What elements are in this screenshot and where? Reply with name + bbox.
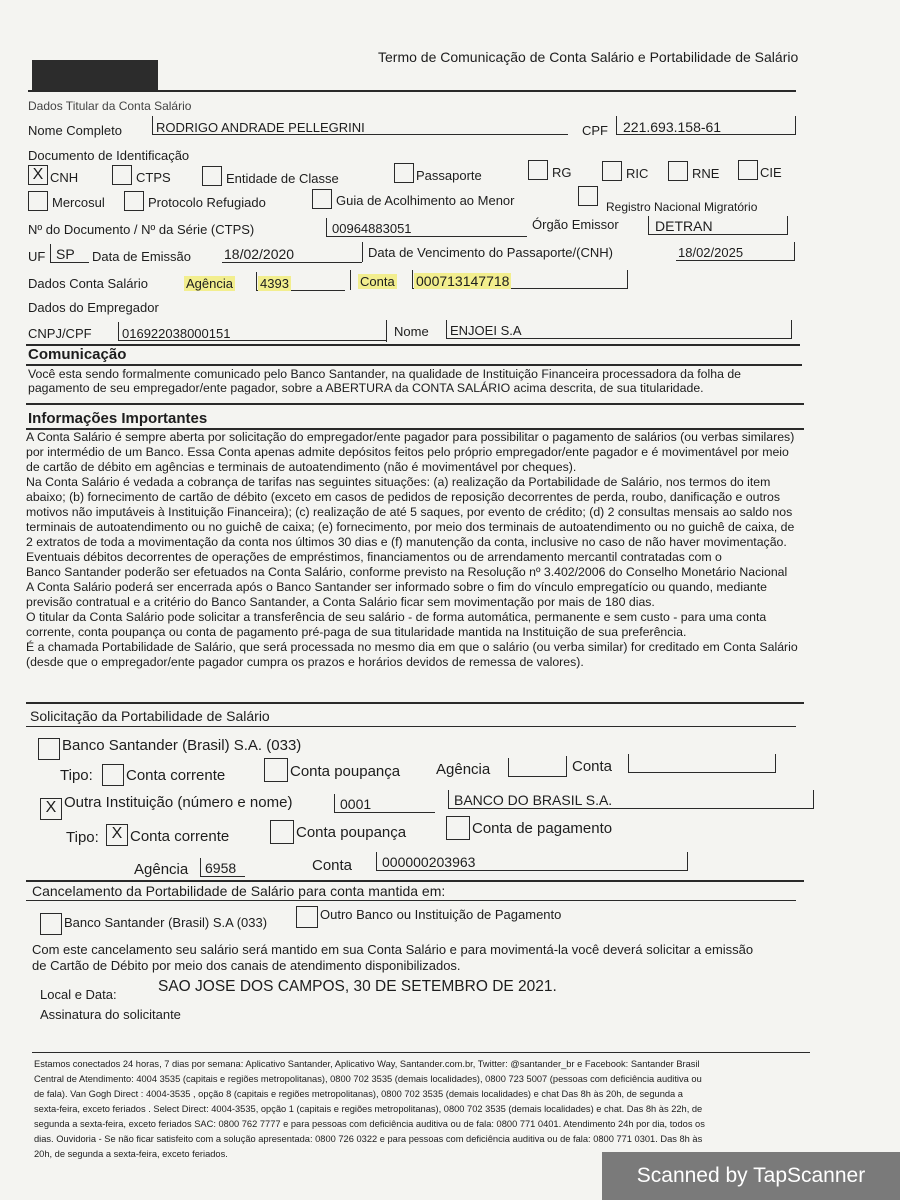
santander-checkbox[interactable]: [38, 738, 60, 760]
santander-agencia-field[interactable]: [508, 758, 567, 777]
doc-id-label: Documento de Identificação: [28, 148, 190, 163]
rg-checkbox[interactable]: [528, 160, 548, 180]
mercosul-label: Mercosul: [52, 195, 105, 210]
info-line-8: 2 extratos de toda a movimentação da conta nos últimos 30 dias e (f) manutenção da conta, inclusive no caso de não haver movimentação.: [26, 535, 787, 549]
emissao-value: 18/02/2020: [224, 246, 295, 262]
passaporte-label: Passaporte: [416, 168, 482, 183]
agencia-value: 4393: [260, 276, 289, 291]
num-doc-value: 00964883051: [332, 221, 412, 236]
cpf-value: 221.693.158-61: [623, 119, 722, 135]
num-doc-label: Nº do Documento / Nº da Série (CTPS): [28, 222, 255, 237]
rne-checkbox[interactable]: [668, 161, 688, 181]
portabilidade-end-rule: [26, 880, 804, 882]
empregador-rule: [26, 344, 800, 346]
santander-agencia-label: Agência: [436, 761, 491, 778]
nome-label: Nome Completo: [28, 123, 122, 138]
info-line-13: O titular da Conta Salário pode solicitar a transferência de seu salário - de forma automática, permanente e sem custo - para uma conta: [26, 610, 767, 624]
empregador-nome-label: Nome: [394, 324, 429, 339]
conta-divider: [350, 270, 351, 290]
footer-line-5: segunda a sexta-feira, exceto feriados SAC: 0800 762 7777 e para pessoas com deficiência auditiva ou de fala: 0800 771 0401. Atendimento 24h por dia, todos os: [34, 1119, 705, 1129]
empregador-label: Dados do Empregador: [28, 300, 159, 315]
orgao-label: Órgão Emissor: [532, 217, 619, 232]
info-line-12: previsão contratual e a critério do Banco Santander, a Conta Salário ficar sem movimentação por mais de 180 dias.: [26, 595, 655, 609]
cnh-label: CNH: [50, 170, 79, 185]
informacoes-heading: Informações Importantes: [28, 410, 208, 427]
cancelamento-rule: [26, 900, 796, 901]
cancel-santander-label: Banco Santander (Brasil) S.A (033): [64, 915, 268, 930]
titular-section-label: Dados Titular da Conta Salário: [28, 99, 192, 113]
agencia-label: Agência: [186, 276, 233, 291]
outra-conta-corrente-label: Conta corrente: [130, 828, 230, 845]
vencimento-value: 18/02/2025: [678, 245, 744, 260]
conta-value: 000713147718: [416, 273, 510, 289]
refugiado-label: Protocolo Refugiado: [148, 195, 266, 210]
info-line-6: motivos não imputáveis à Instituição Financeira); (c) realização de até 5 saques, por evento de crédito; (d) 2 consultas mensais ao saldo nos: [26, 505, 793, 519]
outra-conta-poupanca-label: Conta poupança: [296, 824, 407, 841]
ric-label: RIC: [626, 166, 649, 181]
santander-conta-corrente-label: Conta corrente: [126, 767, 226, 784]
cnpj-label: CNPJ/CPF: [28, 326, 92, 341]
nome-value: RODRIGO ANDRADE PELLEGRINI: [156, 120, 365, 135]
outra-conta-corrente-checkbox[interactable]: X: [106, 824, 128, 846]
local-label: Local e Data:: [40, 987, 117, 1002]
comunicacao-heading: Comunicação: [28, 346, 127, 363]
cancel-outro-checkbox[interactable]: [296, 906, 318, 928]
outra-conta-poupanca-checkbox[interactable]: [270, 820, 294, 844]
info-line-14: corrente, conta poupança ou conta de pagamento pré-paga de sua titularidade mantida na Instituição de sua preferência.: [26, 625, 687, 639]
santander-tipo-label: Tipo:: [60, 767, 93, 784]
vencimento-label: Data de Vencimento do Passaporte/(CNH): [368, 245, 613, 260]
comunicacao-line-2: pagamento de seu empregador/ente pagador, sobre a ABERTURA da CONTA SALÁRIO acima descrita, de sua titularidade.: [28, 381, 704, 395]
santander-label: Banco Santander (Brasil) S.A. (033): [62, 737, 302, 754]
cancel-note-line-2: de Cartão de Débito por meio dos canais de atendimento disponibilizados.: [32, 958, 461, 973]
ctps-label: CTPS: [136, 170, 171, 185]
comunicacao-line-1: Você esta sendo formalmente comunicado pelo Banco Santander, na qualidade de Instituição Financeira processadora da folha de: [28, 367, 742, 381]
info-line-9: Eventuais débitos decorrentes de operações de empréstimos, financiamentos ou de arrendamento mercantil contratadas com o: [26, 550, 722, 564]
ctps-checkbox[interactable]: [112, 165, 132, 185]
footer-line-1: Estamos conectados 24 horas, 7 dias por semana: Aplicativo Santander, Aplicativo Way, Santander.com.br, Twitter: @santander_br e Facebook: Santander Brasil: [34, 1059, 700, 1069]
outra-nome-value: BANCO DO BRASIL S.A.: [454, 792, 613, 808]
info-line-5: abaixo; (b) fornecimento de cartão de débito (exceto em casos de pedidos de reposição decorrentes de perda, roubo, danificação e outros: [26, 490, 780, 504]
footer-line-2: Central de Atendimento: 4004 3535 (capitais e regiões metropolitanas), 0800 702 3535 (demais localidades), 0800 723 5007 (pessoas com deficiência auditiva ou: [34, 1074, 702, 1084]
cancel-santander-checkbox[interactable]: [40, 913, 62, 935]
comunicacao-end-rule: [26, 403, 804, 405]
footer-line-7: 20h, de segunda a sexta-feira, exceto feriados.: [34, 1149, 228, 1159]
conta-label: Conta: [360, 274, 395, 289]
informacoes-end-rule: [26, 702, 804, 704]
santander-conta-corrente-checkbox[interactable]: [102, 764, 124, 786]
orgao-value: DETRAN: [655, 218, 713, 234]
assinatura-label: Assinatura do solicitante: [40, 1007, 181, 1022]
info-line-3: de cartão de débito em agências e terminais de autoatendimento (não é movimentável por cheques).: [26, 460, 577, 474]
outra-instituicao-label: Outra Instituição (número e nome): [64, 794, 293, 811]
outra-conta-pagamento-label: Conta de pagamento: [472, 820, 613, 837]
cnh-checkbox[interactable]: X: [28, 165, 48, 185]
empregador-divider: [386, 320, 387, 342]
cnpj-value: 016922038000151: [122, 326, 231, 341]
cancel-note-line-1: Com este cancelamento seu salário será mantido em sua Conta Salário e para movimentá-la você deverá solicitar a emissão: [32, 942, 754, 957]
info-line-11: A Conta Salário poderá ser encerrada após o Banco Santander ser informado sobre o fim do vínculo empregatício ou quando, mediante: [26, 580, 768, 594]
rg-label: RG: [552, 165, 572, 180]
info-line-2: por intermédio de um Banco. Essa Conta apenas admite depósitos feitos pelo próprio empregador/ente pagador e é movimentável por meio: [26, 445, 789, 459]
entidade-checkbox[interactable]: [202, 166, 222, 186]
cpf-label: CPF: [582, 123, 608, 138]
guia-checkbox[interactable]: [312, 189, 332, 209]
cie-checkbox[interactable]: [738, 160, 758, 180]
refugiado-checkbox[interactable]: [124, 191, 144, 211]
emissao-label: Data de Emissão: [92, 249, 191, 264]
comunicacao-rule: [26, 364, 802, 366]
outra-conta-label: Conta: [312, 857, 353, 874]
passaporte-checkbox[interactable]: [394, 163, 414, 183]
empregador-nome-value: ENJOEI S.A: [450, 323, 522, 338]
info-line-4: Na Conta Salário é vedada a cobrança de tarifas nas seguintes situações: (a) realização da Portabilidade de Salário, nos termos do item: [26, 475, 771, 489]
uf-value: SP: [56, 246, 75, 262]
footer-rule: [32, 1052, 810, 1053]
footer-line-4: sexta-feira, exceto feriados . Select Direct: 4004-3535, opção 1 (capitais e regiões metropolitanas), 0800 702 3535 (demais localidades) e chat. Das 8h às 22h, de: [34, 1104, 703, 1114]
header-divider: [28, 90, 796, 92]
outra-agencia-label: Agência: [134, 861, 189, 878]
ric-checkbox[interactable]: [602, 161, 622, 181]
outra-conta-pagamento-checkbox[interactable]: [446, 816, 470, 840]
guia-label: Guia de Acolhimento ao Menor: [336, 193, 515, 208]
rne-label: RNE: [692, 166, 720, 181]
outra-instituicao-checkbox[interactable]: X: [40, 798, 62, 820]
outra-tipo-label: Tipo:: [66, 829, 99, 846]
info-line-16: (desde que o empregador/ente pagador cumpra os prazos e horários devidos de remessa de valores).: [26, 655, 584, 669]
document-title: Termo de Comunicação de Conta Salário e Portabilidade de Salário: [378, 49, 799, 65]
info-line-1: A Conta Salário é sempre aberta por solicitação do empregador/ente pagador para possibilitar o pagamento de salários (ou verbas similares): [26, 430, 795, 444]
santander-conta-poupanca-checkbox[interactable]: [264, 758, 288, 782]
portabilidade-rule: [26, 726, 796, 727]
cancelamento-heading: Cancelamento da Portabilidade de Salário para conta mantida em:: [32, 883, 446, 899]
outra-conta-value: 000000203963: [382, 854, 476, 870]
local-value: SAO JOSE DOS CAMPOS, 30 DE SETEMBRO DE 2021.: [158, 978, 557, 995]
cancel-outro-label: Outro Banco ou Instituição de Pagamento: [320, 907, 562, 922]
mercosul-checkbox[interactable]: [28, 191, 48, 211]
conta-salario-label: Dados Conta Salário: [28, 276, 148, 291]
santander-conta-field[interactable]: [628, 754, 776, 773]
emissao-divider: [362, 242, 363, 262]
info-line-10: Banco Santander poderão ser efetuados na Conta Salário, conforme previsto na Resolução nº 3.402/2006 do Conselho Monetário Nacional: [26, 565, 788, 579]
outra-numero-value: 0001: [340, 796, 372, 812]
cie-label: CIE: [760, 165, 782, 180]
entidade-label: Entidade de Classe: [226, 171, 339, 186]
footer-line-3: de fala). Van Gogh Direct : 4004-3535 , opção 8 (capitais e regiões metropolitanas), 0800 702 3535 (demais localidades) e chat Das 8h às 20h, de segunda a: [34, 1089, 683, 1099]
info-line-7: terminais de autoatendimento ou no guichê de caixa; (e) fornecimento, por meio dos terminais de autoatendimento ou no guichê de caixa, de: [26, 520, 795, 534]
portabilidade-heading: Solicitação da Portabilidade de Salário: [30, 708, 270, 724]
info-line-15: É a chamada Portabilidade de Salário, que será processada no mesmo dia em que o salário (ou verba similar) for creditado em Conta Salário: [26, 640, 798, 654]
uf-label: UF: [28, 249, 46, 264]
registro-checkbox[interactable]: [578, 186, 598, 206]
santander-conta-label: Conta: [572, 758, 613, 775]
santander-conta-poupanca-label: Conta poupança: [290, 763, 401, 780]
tapscanner-watermark: Scanned by TapScanner: [602, 1152, 900, 1200]
outra-agencia-value: 6958: [205, 860, 237, 876]
redacted-block: [32, 60, 158, 90]
footer-line-6: dias. Ouvidoria - Se não ficar satisfeito com a solução apresentada: 0800 726 0322 e para pessoas com deficiência auditiva ou de fala: 0800 771 0301. Das 8h às: [34, 1134, 703, 1144]
santander-agencia-divider: [566, 756, 567, 776]
registro-label: Registro Nacional Migratório: [606, 200, 758, 214]
